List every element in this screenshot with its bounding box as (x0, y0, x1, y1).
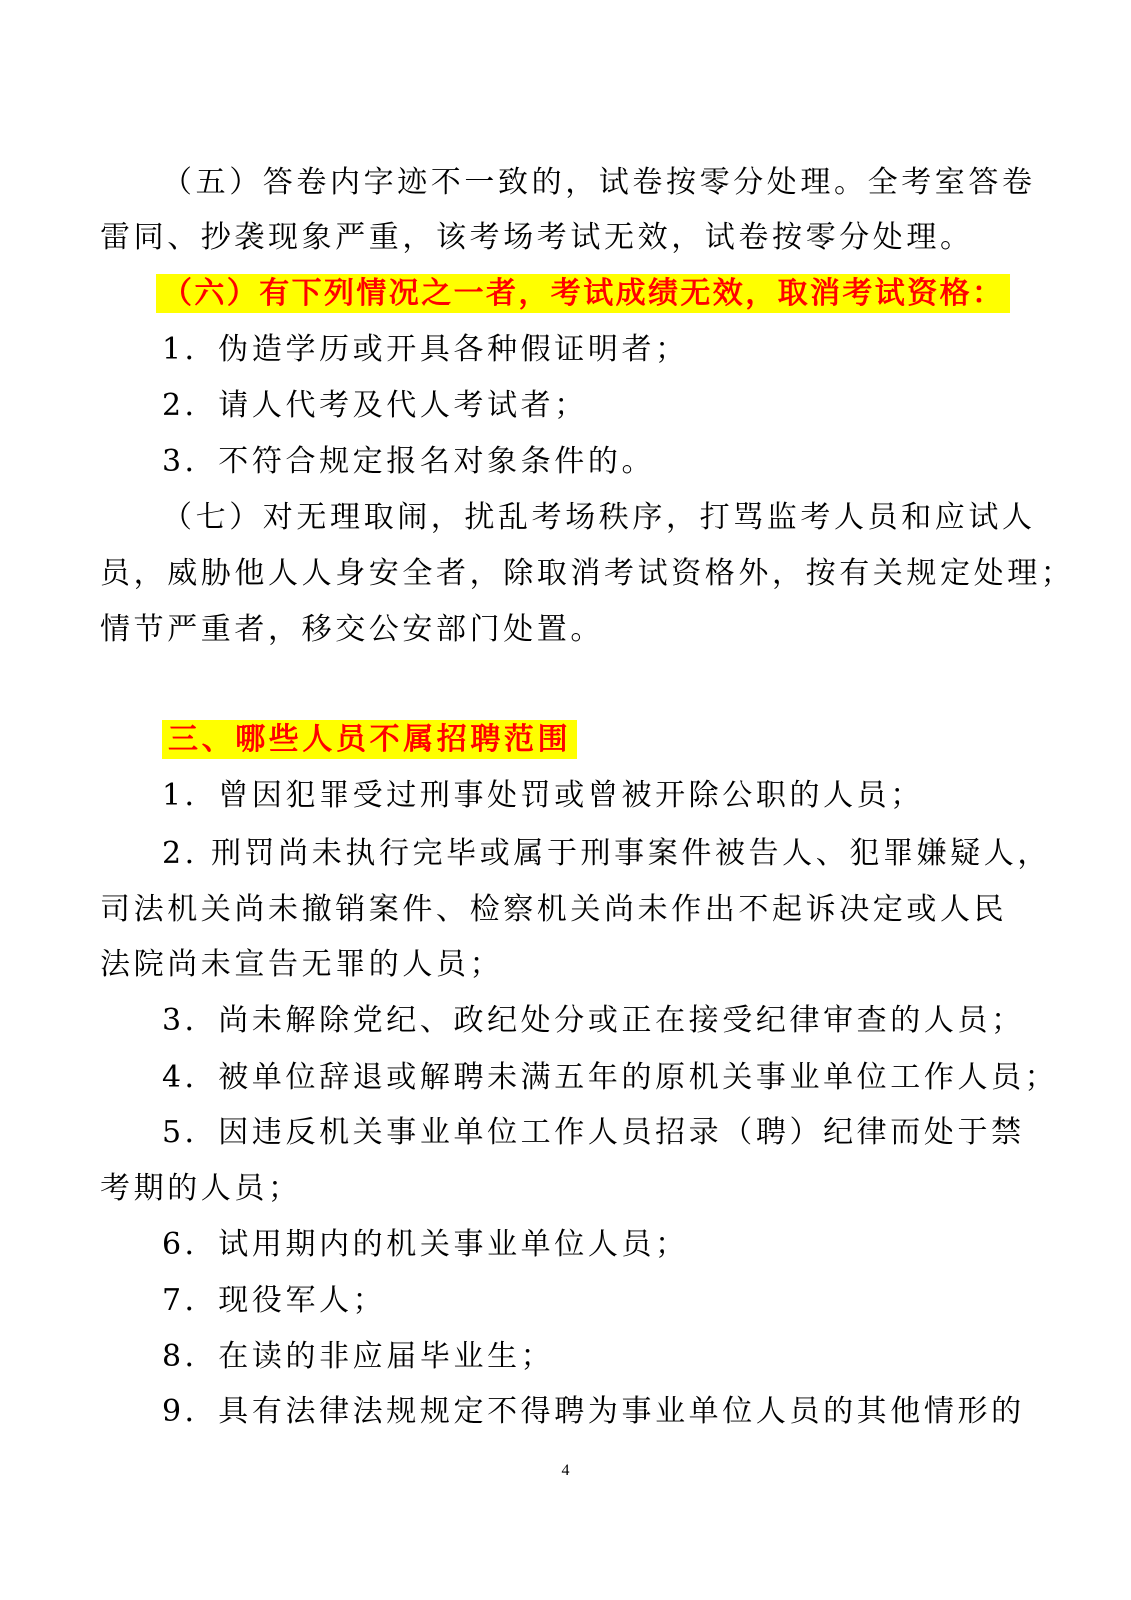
paragraph-line: 雷同、抄袭现象严重，该考场考试无效，试卷按零分处理。 (100, 220, 974, 255)
paragraph-line: 情节严重者，移交公安部门处置。 (100, 612, 604, 647)
paragraph-line: （七）对无理取闹，扰乱考场秩序，打骂监考人员和应试人 (162, 500, 1036, 535)
list-item: 5．因违反机关事业单位工作人员招录（聘）纪律而处于禁 (162, 1115, 1025, 1150)
list-item-continuation: 考期的人员； (100, 1171, 302, 1206)
paragraph-line: 员，威胁他人人身安全者，除取消考试资格外，按有关规定处理； (100, 556, 1075, 591)
list-item: 2. 刑罚尚未执行完毕或属于刑事案件被告人、犯罪嫌疑人， (162, 836, 1051, 871)
paragraph-line: （五）答卷内字迹不一致的，试卷按零分处理。全考室答卷 (162, 165, 1036, 200)
highlighted-heading-line (162, 268, 1035, 320)
list-item: 3．不符合规定报名对象条件的。 (162, 444, 656, 479)
list-item: 1．曾因犯罪受过刑事处罚或曾被开除公职的人员； (162, 778, 924, 813)
list-item-continuation: 司法机关尚未撤销案件、检察机关尚未作出不起诉决定或人民 (100, 892, 1008, 927)
list-item: 7．现役军人； (162, 1283, 387, 1318)
highlighted-text: （六）有下列情况之一者，考试成绩无效，取消考试资格： (156, 274, 1010, 313)
list-item: 4．被单位辞退或解聘未满五年的原机关事业单位工作人员； (162, 1060, 1059, 1095)
list-item: 2．请人代考及代人考试者； (162, 388, 588, 423)
list-item: 9．具有法律法规规定不得聘为事业单位人员的其他情形的 (162, 1394, 1025, 1429)
list-item: 1．伪造学历或开具各种假证明者； (162, 332, 689, 367)
section-heading: 三、哪些人员不属招聘范围 (162, 720, 577, 759)
page-number: 4 (561, 1462, 570, 1479)
list-item: 6．试用期内的机关事业单位人员； (162, 1227, 689, 1262)
list-item: 8．在读的非应届毕业生； (162, 1339, 555, 1374)
list-item-continuation: 法院尚未宣告无罪的人员； (100, 947, 504, 982)
section-heading-line (168, 714, 1035, 766)
list-item: 3．尚未解除党纪、政纪处分或正在接受纪律审查的人员； (162, 1003, 1025, 1038)
